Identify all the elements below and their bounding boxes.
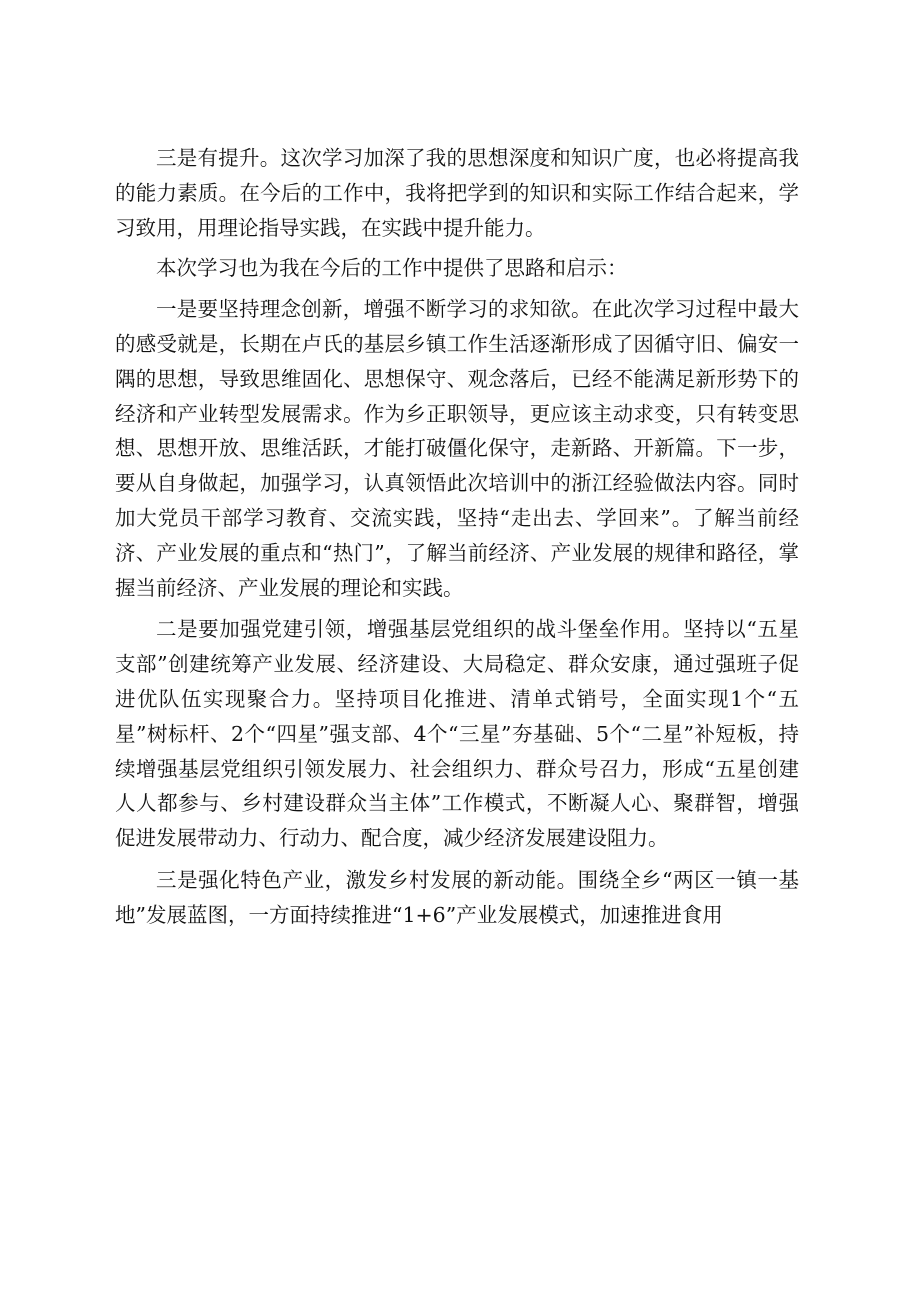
document-body bbox=[115, 141, 799, 933]
paragraph-industry: 三是强化特色产业，激发乡村发展的新动能。围绕全乡“两区一镇一基地”发展蓝图，一方面持续推进“1+6”产业发展模式，加速推进食用 bbox=[115, 867, 799, 927]
paragraph-improvement: 三是有提升。这次学习加深了我的思想深度和知识广度，也必将提高我的能力素质。在今后的工作中，我将把学到的知识和实际工作结合起来，学习致用，用理论指导实践，在实践中提升能力。 bbox=[115, 146, 799, 240]
paragraph-party-building: 二是要加强党建引领，增强基层党组织的战斗堡垒作用。坚持以“五星支部”创建统筹产业发展、经济建设、大局稳定、群众安康，通过强班子促进优队伍实现聚合力。坚持项目化推进、清单式销号，全面实现1个“五星”树标杆、2个“四星”强支部、4个“三星”夯基础、5个“二星”补短板，持续增强基层党组织引领发展力、社会组织力、群众号召力，形成“五星创建人人都参与、乡村建设群众当主体”工作模式，不断凝人心、聚群智，增强促进发展带动力、行动力、配合度，减少经济发展建设阻力。 bbox=[115, 617, 799, 851]
paragraph-inspiration-intro: 本次学习也为我在今后的工作中提供了思路和启示： bbox=[156, 256, 628, 281]
paragraph-innovation: 一是要坚持理念创新，增强不断学习的求知欲。在此次学习过程中最大的感受就是，长期在卢氏的基层乡镇工作生活逐渐形成了因循守旧、偏安一隅的思想，导致思维固化、思想保守、观念落后，已经不能满足新形势下的经济和产业转型发展需求。作为乡正职领导，更应该主动求变，只有转变思想、思想开放、思维活跃，才能打破僵化保守，走新路、开新篇。下一步，要从自身做起，加强学习，认真领悟此次培训中的浙江经验做法内容。同时加大党员干部学习教育、交流实践，坚持“走出去、学回来”。了解当前经济、产业发展的重点和“热门”，了解当前经济、产业发展的规律和路径，掌握当前经济、产业发展的理论和实践。 bbox=[115, 297, 799, 600]
